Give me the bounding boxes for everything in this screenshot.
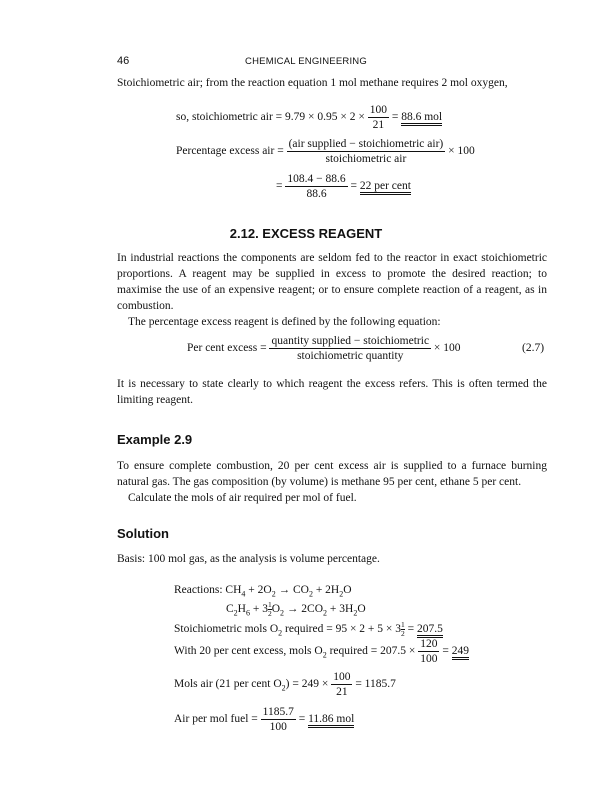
equals: = xyxy=(439,645,452,658)
equation-text: With 20 per cent excess, mols O xyxy=(174,645,323,658)
excess-o2-equation xyxy=(174,637,469,666)
fraction-numerator: 1 xyxy=(267,600,272,609)
intro-text: Stoichiometric air; from the reaction equation 1 mol methane requires 2 mol oxygen, xyxy=(117,77,508,89)
fraction-numerator: 1185.7 xyxy=(262,706,294,718)
subscript: 2 xyxy=(280,608,285,618)
equation-lhs: Per cent excess = xyxy=(187,342,270,355)
reaction-methane xyxy=(174,582,352,602)
fraction xyxy=(269,334,431,363)
air-per-mol-fuel-equation xyxy=(174,705,354,734)
equation-text: ) = 249 × xyxy=(285,678,332,691)
equation-number: (2.7) xyxy=(522,342,545,354)
subscript: 2 xyxy=(271,589,276,599)
fraction xyxy=(287,137,446,166)
fraction xyxy=(261,705,296,734)
fraction-denominator: 2 xyxy=(267,609,272,618)
formula-part: C xyxy=(226,603,234,616)
subscript: 2 xyxy=(278,628,283,638)
excess-reagent-paragraph: In industrial reactions the components are seldom fed to the reactor in exact stoichiometric proportions. A reagent may be supplied in excess to promote the desired reaction; to maximise the use of an expensive reagent; or to ensure complete reaction of a reagent, as in combustion. xyxy=(117,252,547,312)
fraction-denominator: 100 xyxy=(269,721,287,733)
formula-part: CH xyxy=(225,584,242,596)
equals: = xyxy=(404,623,418,636)
result-value: 207.5 xyxy=(417,623,443,638)
fraction xyxy=(285,172,347,201)
fraction-denominator: stoichiometric air xyxy=(325,153,407,165)
formula-part: O xyxy=(343,584,352,596)
equation-lhs: Percentage excess air = xyxy=(176,145,287,158)
fraction-numerator: (air supplied − stoichiometric air) xyxy=(288,138,444,150)
fraction-numerator: 108.4 − 88.6 xyxy=(287,173,346,185)
formula-part: + 3 xyxy=(249,603,268,616)
subscript: 2 xyxy=(233,608,238,618)
equation-text: required = 95 × 2 + 5 × 3 xyxy=(282,623,402,636)
subscript: 2 xyxy=(339,589,344,599)
stoich-air-equation xyxy=(176,103,442,132)
equation-text: Air per mol fuel = xyxy=(174,713,261,726)
fraction-numerator: 1 xyxy=(401,620,405,629)
fraction xyxy=(368,103,389,132)
formula-part: + 2O xyxy=(245,584,272,596)
fraction-denominator: 100 xyxy=(420,653,438,665)
equation-lhs: = xyxy=(276,180,286,193)
equation-rhs: × 100 xyxy=(431,342,461,355)
fraction-denominator: 21 xyxy=(336,686,348,698)
result-value: 249 xyxy=(452,645,469,660)
equals: = xyxy=(388,111,402,124)
subscript: 2 xyxy=(353,608,358,618)
fraction-numerator: 100 xyxy=(333,671,351,683)
fraction-denominator: stoichiometric quantity xyxy=(297,350,404,362)
definition-intro: The percentage excess reagent is defined by the following equation: xyxy=(128,316,441,328)
equals: = xyxy=(347,180,360,193)
subscript: 2 xyxy=(323,608,328,618)
equation-text: Stoichiometric mols O xyxy=(174,623,279,636)
formula-part: → 2CO xyxy=(284,603,324,616)
example-problem-text: To ensure complete combustion, 20 per cent excess air is supplied to a furnace burning natural gas. The gas composition (by volume) is methane 95 per cent, ethane 5 per cent. xyxy=(117,460,547,488)
formula-part: + 3H xyxy=(327,603,354,616)
formula-part: H xyxy=(237,603,246,616)
mols-air-equation xyxy=(174,670,396,699)
reaction-ethane xyxy=(226,601,366,621)
subscript: 4 xyxy=(241,589,246,599)
equation-2-7 xyxy=(187,334,461,363)
section-heading: 2.12. EXCESS REAGENT xyxy=(229,226,383,241)
solution-basis: Basis: 100 mol gas, as the analysis is volume percentage. xyxy=(117,553,380,565)
fraction-denominator: 88.6 xyxy=(306,188,327,200)
fraction xyxy=(418,637,439,666)
example-question: Calculate the mols of air required per mol of fuel. xyxy=(128,492,357,504)
equals: = xyxy=(295,713,309,726)
subscript: 2 xyxy=(322,650,327,660)
solution-heading: Solution xyxy=(117,526,169,541)
formula-part: O xyxy=(271,603,281,616)
equation-rhs: = 1185.7 xyxy=(352,678,396,691)
result-value: 22 per cent xyxy=(360,180,411,195)
page-number: 46 xyxy=(117,55,130,67)
equation-text: required = 207.5 × xyxy=(326,645,419,658)
formula-part: O xyxy=(357,603,366,616)
fraction-denominator: 21 xyxy=(372,119,385,131)
reactions-label: Reactions: xyxy=(174,584,226,596)
result-value: 88.6 mol xyxy=(401,111,442,126)
percent-excess-air-equation xyxy=(176,137,475,166)
example-heading: Example 2.9 xyxy=(117,432,193,447)
formula-part: → CO xyxy=(275,584,309,596)
subscript: 6 xyxy=(245,608,250,618)
fraction xyxy=(331,670,352,699)
fraction-numerator: quantity supplied − stoichiometric xyxy=(271,335,430,347)
fraction-denominator: 2 xyxy=(401,629,405,638)
subscript: 2 xyxy=(281,683,286,693)
result-value: 11.86 mol xyxy=(308,713,354,728)
fraction-numerator: 120 xyxy=(420,638,438,650)
running-title: CHEMICAL ENGINEERING xyxy=(245,56,367,67)
fraction-numerator: 100 xyxy=(369,104,387,116)
subscript: 2 xyxy=(308,589,313,599)
percent-excess-air-result xyxy=(276,172,411,201)
formula-part: + 2H xyxy=(312,584,340,596)
equation-lhs: so, stoichiometric air = 9.79 × 0.95 × 2 × xyxy=(176,111,368,124)
equation-text: Mols air (21 per cent O xyxy=(174,678,282,691)
equation-rhs: × 100 xyxy=(445,145,475,158)
limiting-reagent-paragraph: It is necessary to state clearly to which reagent the excess refers. This is often termed the limiting reagent. xyxy=(117,378,547,406)
